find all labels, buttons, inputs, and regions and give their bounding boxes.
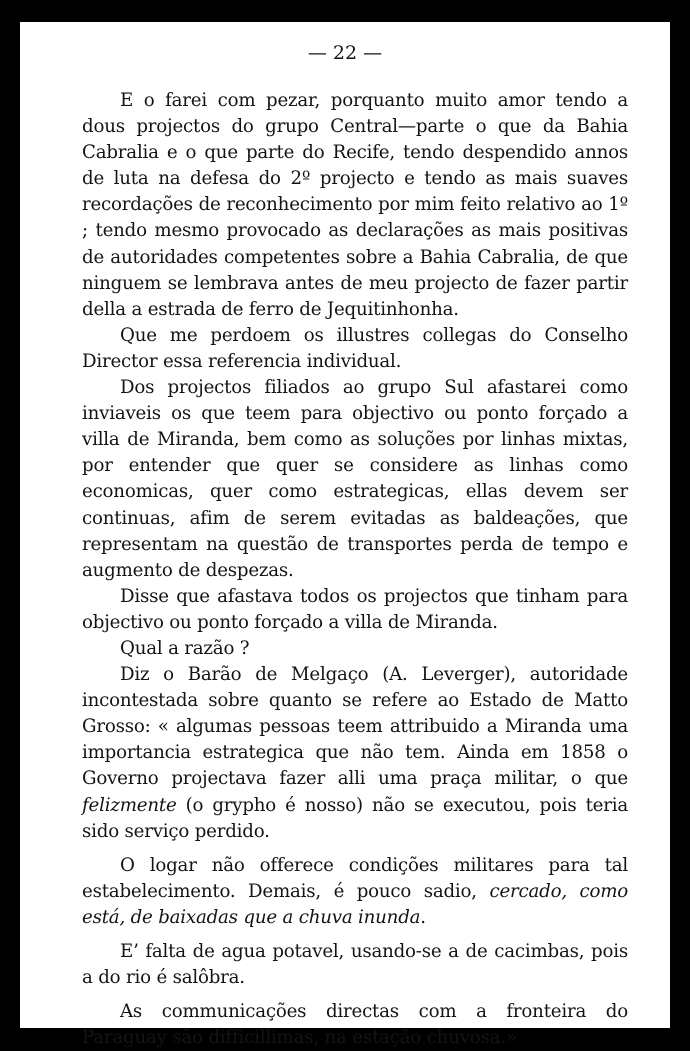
paragraph-3: Dos projectos filiados ao grupo Sul afastarei como inviaveis os que teem para objectivo ou ponto forçado a villa de Miranda, bem como as soluções por linhas mixtas, por entender que quer se considere as linhas como economicas, quer como estrategicas, ellas devem ser continuas, afim de serem evitadas as baldeações, que representam na questão de transportes perda de tempo e augmento de despezas.: [82, 377, 628, 581]
paragraph-2: Que me perdoem os illustres collegas do Conselho Director essa referencia individual.: [82, 324, 628, 372]
paragraph-7: O logar não offerece condições militares para tal estabelecimento. Demais, é pouco sadio, cercado, como está, de baixadas que a chuva inunda.: [82, 854, 628, 928]
paragraph-5: Qual a razão ?: [120, 637, 250, 659]
paragraph-4: Disse que afastava todos os projectos que tinham para objectivo ou ponto forçado a villa de Miranda.: [82, 585, 628, 633]
italic-emphasis: felizmente: [82, 794, 177, 816]
paragraph-6: Diz o Barão de Melgaço (A. Leverger), autoridade incontestada sobre quanto se refere ao Estado de Matto Grosso: « algumas pessoas teem attribuido a Miranda uma importancia estrategica que não tem. Ainda em 1858 o Governo projectava fazer alli uma praça militar, o que felizmente (o grypho é nosso) não se executou, pois teria sido serviço perdido.: [82, 664, 628, 842]
italic-emphasis: cercado, como está, de baixadas que a chuva inunda: [82, 880, 628, 928]
paragraph-8: E’ falta de agua potavel, usando-se a de cacimbas, pois a do rio é salôbra.: [82, 941, 628, 989]
paragraph-1: E o farei com pezar, porquanto muito amor tendo a dous projectos do grupo Central—parte o que da Bahia Cabralia e o que parte do Recife, tendo despendido annos de luta na defesa do 2º projecto e tendo as mais suaves recordações de reconhecimento por mim feito relativo ao 1º ; tendo mesmo provocado as declarações as mais positivas de autoridades competentes sobre a Bahia Cabralia, de que ninguem se lembrava antes de meu projecto de fazer partir della a estrada de ferro de Jequitinhonha.: [82, 90, 628, 320]
book-page: [20, 22, 670, 1049]
paragraph-9: As communicações directas com a fronteira do Paraguay são difficillimas, na estação chuvosa.»: [82, 1001, 628, 1049]
body-text: [82, 88, 628, 1051]
page-number: — 22 —: [307, 42, 383, 64]
